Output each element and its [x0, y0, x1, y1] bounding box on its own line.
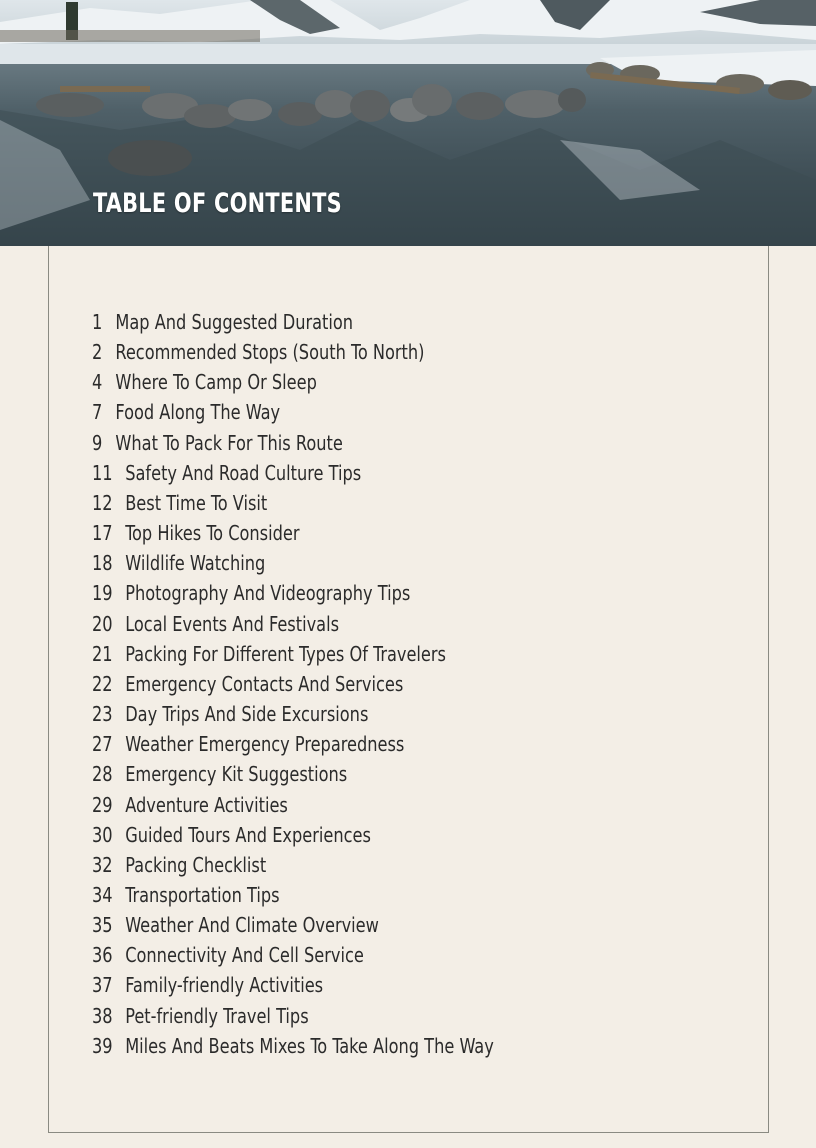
toc-entry[interactable]: [92, 940, 494, 970]
toc-entry-label: Weather And Climate Overview: [125, 913, 379, 938]
toc-entry-label: Food Along The Way: [115, 400, 281, 425]
toc-entry[interactable]: [92, 699, 494, 729]
toc-entry-label: Recommended Stops (South To North): [115, 340, 425, 365]
toc-page-number: 27: [92, 732, 113, 757]
toc-entry[interactable]: [92, 307, 494, 337]
toc-entry[interactable]: [92, 548, 494, 578]
toc-entry-label: Top Hikes To Consider: [125, 521, 300, 546]
toc-page-number: 2: [92, 340, 103, 365]
toc-entry[interactable]: [92, 1031, 494, 1061]
toc-entry-label: Where To Camp Or Sleep: [115, 370, 317, 395]
toc-page-number: 32: [92, 852, 113, 877]
toc-entry[interactable]: [92, 880, 494, 910]
toc-page-number: 9: [92, 430, 103, 455]
toc-entry[interactable]: [92, 970, 494, 1000]
toc-entry[interactable]: [92, 337, 494, 367]
toc-page-number: 39: [92, 1033, 113, 1058]
toc-entry-label: Miles And Beats Mixes To Take Along The Way: [125, 1033, 494, 1058]
toc-entry[interactable]: [92, 488, 494, 518]
toc-entry[interactable]: [92, 458, 494, 488]
toc-entry[interactable]: [92, 1001, 494, 1031]
toc-page-number: 29: [92, 792, 113, 817]
toc-entry-label: Transportation Tips: [125, 882, 280, 907]
toc-entry[interactable]: [92, 910, 494, 940]
toc-page-number: 21: [92, 641, 113, 666]
toc-page-number: 19: [92, 581, 113, 606]
toc-entry-label: Map And Suggested Duration: [115, 310, 354, 334]
toc-entry[interactable]: [92, 790, 494, 820]
toc-page-number: 17: [92, 521, 113, 546]
toc-page-number: 11: [92, 460, 113, 485]
toc-page-number: 34: [92, 882, 113, 907]
toc-page-number: 18: [92, 551, 113, 576]
toc-entry-label: Adventure Activities: [125, 792, 288, 817]
toc-page-number: 22: [92, 671, 113, 696]
toc-entry[interactable]: [92, 639, 494, 669]
toc-page-number: 35: [92, 913, 113, 938]
toc-entry-label: Family-friendly Activities: [125, 973, 324, 998]
toc-page-number: 1: [92, 310, 103, 334]
toc-page-number: 12: [92, 490, 113, 515]
toc-entry[interactable]: [92, 669, 494, 699]
toc-entry-label: Packing For Different Types Of Travelers: [125, 641, 446, 666]
toc-entry-label: Emergency Kit Suggestions: [125, 762, 348, 787]
toc-page-number: 20: [92, 611, 113, 636]
toc-entry-label: Wildlife Watching: [125, 551, 266, 576]
toc-page-number: 4: [92, 370, 103, 395]
toc-page-number: 38: [92, 1003, 113, 1028]
toc-entry-label: Day Trips And Side Excursions: [125, 702, 369, 727]
toc-page-number: 36: [92, 943, 113, 968]
toc-entry[interactable]: [92, 820, 494, 850]
toc-entry-label: Guided Tours And Experiences: [125, 822, 371, 847]
toc-entry[interactable]: [92, 518, 494, 548]
toc-entry[interactable]: [92, 729, 494, 759]
toc-entry[interactable]: [92, 850, 494, 880]
toc-entry[interactable]: [92, 759, 494, 789]
toc-page-number: 37: [92, 973, 113, 998]
toc-entry-label: Photography And Videography Tips: [125, 581, 411, 606]
toc-entry-label: Packing Checklist: [125, 852, 267, 877]
toc-page-number: 23: [92, 702, 113, 727]
toc-entry-label: Local Events And Festivals: [125, 611, 340, 636]
page-title: TABLE OF CONTENTS: [93, 188, 342, 219]
toc-entry-label: Connectivity And Cell Service: [125, 943, 364, 968]
toc-entry-label: Weather Emergency Preparedness: [125, 732, 405, 757]
toc-page-number: 28: [92, 762, 113, 787]
toc-entry[interactable]: [92, 578, 494, 608]
toc-entry[interactable]: [92, 609, 494, 639]
toc-entry-label: Best Time To Visit: [125, 490, 268, 515]
table-of-contents: [92, 307, 538, 1061]
toc-page-number: 7: [92, 400, 103, 425]
toc-entry-label: Pet-friendly Travel Tips: [125, 1003, 309, 1028]
toc-entry-label: Emergency Contacts And Services: [125, 671, 404, 696]
toc-entry[interactable]: [92, 428, 494, 458]
toc-entry-label: What To Pack For This Route: [115, 430, 343, 455]
toc-page-number: 30: [92, 822, 113, 847]
toc-entry[interactable]: [92, 397, 494, 427]
toc-entry[interactable]: [92, 367, 494, 397]
toc-entry-label: Safety And Road Culture Tips: [125, 460, 362, 485]
